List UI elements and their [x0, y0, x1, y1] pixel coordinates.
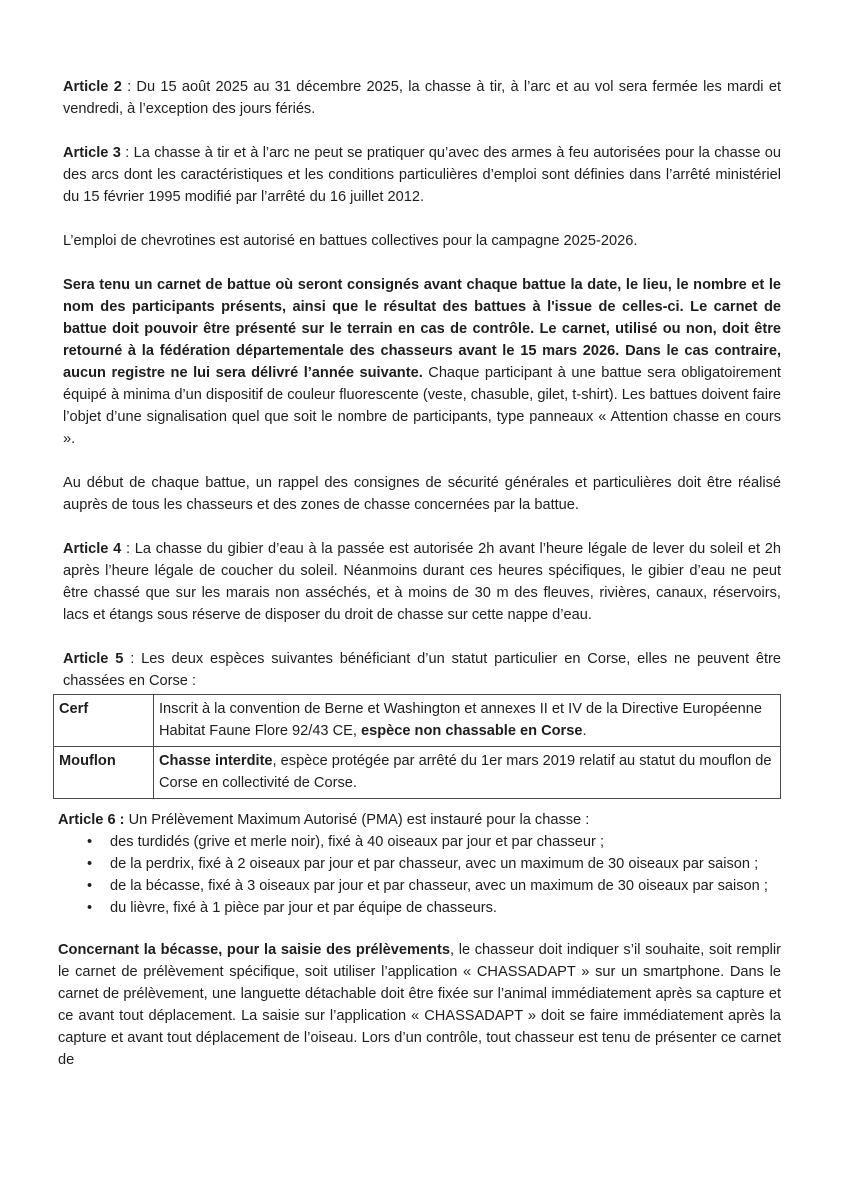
carnet-de-battue-paragraph	[63, 274, 781, 450]
article-3-label: Article 3	[63, 145, 121, 161]
list-item: • des turdidés (grive et merle noir), fixé à 40 oiseaux par jour et par chasseur ;	[63, 831, 781, 853]
list-item: • de la perdrix, fixé à 2 oiseaux par jour et par chasseur, avec un maximum de 30 oiseaux par saison ;	[63, 853, 781, 875]
article-3: Article 3 : La chasse à tir et à l’arc ne peut se pratiquer qu’avec des armes à feu autorisées pour la chasse ou des arcs dont les caractéristiques et les conditions particulières d’emploi sont définies dans l’arrêté ministériel du 15 février 1995 modifié par l’arrêté du 16 juillet 2012.	[63, 145, 782, 205]
becasse-normal-text: , le chasseur doit indiquer s’il souhaite, soit remplir le carnet de prélèvement spécifique, soit utiliser l’application « CHASSADAPT » sur un smartphone. Dans le carnet de prélèvement, une languette détachable doit être fixée sur l’animal immédiatement après sa capture et ce avant tout déplacement. La saisie sur l’application « CHASSADAPT » doit se faire immédiatement après la capture et avant tout déplacement de l’oiseau. Lors d’un contrôle, tout chasseur est tenu de présenter ce carnet de	[58, 942, 781, 1068]
list-item: • de la bécasse, fixé à 3 oiseaux par jour et par chasseur, avec un maximum de 30 oiseaux par saison ;	[63, 875, 781, 897]
article-4-text: La chasse du gibier d’eau à la passée est autorisée 2h avant l’heure légale de lever du soleil et 2h après l’heure légale de coucher du soleil. Néanmoins durant ces heures spécifiques, le gibier d’eau ne peut être chassé que sur les marais non asséchés, et à moins de 30 m des fleuves, rivières, canaux, réservoirs, lacs et étangs sous réserve de disposer du droit de chasse sur cette nappe d’eau.	[63, 541, 782, 623]
pma-list	[63, 831, 781, 919]
securite-paragraph: Au début de chaque battue, un rappel des consignes de sécurité générales et particulières doit être réalisé auprès de tous les chasseurs et des zones de chasse concernées par la battue.	[63, 475, 781, 513]
article-6-text: Un Prélèvement Maximum Autorisé (PMA) est instauré pour la chasse :	[128, 812, 590, 828]
bullet-icon: •	[87, 856, 93, 872]
bullet-icon: •	[87, 878, 93, 894]
carnet-bold-text: Sera tenu un carnet de battue où seront consignés avant chaque battue la date, le lieu, le nombre et le nom des participants présents, ainsi que le résultat des battues à l'issue de celles-ci. Le carnet de battue doit pouvoir être présenté sur le terrain en cas de contrôle. Le carnet, utilisé ou non, doit être retourné à la fédération départementale des chasseurs avant le 15 mars 2026. Dans le cas contraire, aucun registre ne lui sera délivré l’année suivante.	[63, 277, 781, 381]
article-4-label: Article 4	[63, 541, 122, 557]
article-5-label: Article 5	[63, 651, 124, 667]
document-page	[58, 76, 782, 1071]
article-2: Article 2 : Du 15 août 2025 au 31 décembre 2025, la chasse à tir, à l’arc et au vol sera fermée les mardi et vendredi, à l’exception des jours fériés.	[63, 79, 781, 117]
becasse-bold-text: Concernant la bécasse, pour la saisie des prélèvements	[58, 942, 451, 958]
bullet-icon: •	[87, 900, 93, 916]
carnet-normal-text: Chaque participant à une battue sera obligatoirement équipé à minima d’un dispositif de couleur fluorescente (veste, chasuble, gilet, t-shirt). Les battues doivent faire l’objet d’une signalisation quel que soit le nombre de participants, type panneaux « Attention chasse en cours ».	[63, 365, 781, 447]
article-5: Article 5 : Les deux espèces suivantes bénéficiant d’un statut particulier en Corse, elles ne peuvent être chassées en Corse :	[63, 651, 781, 689]
becasse-paragraph	[58, 939, 781, 1071]
species-status-mouflon: Chasse interdite, espèce protégée par arrêté du 1er mars 2019 relatif au statut du mouflon de Corse en collectivité de Corse.	[154, 747, 781, 799]
chevrotines-paragraph: L’emploi de chevrotines est autorisé en battues collectives pour la campagne 2025-2026.	[63, 233, 638, 249]
table-row	[54, 695, 781, 747]
article-2-label: Article 2	[63, 79, 122, 95]
article-6: Article 6 : Un Prélèvement Maximum Autorisé (PMA) est instauré pour la chasse :	[58, 812, 590, 828]
article-3-text: La chasse à tir et à l’arc ne peut se pratiquer qu’avec des armes à feu autorisées pour la chasse ou des arcs dont les caractéristiques et les conditions particulières d’emploi sont définies dans l’arrêté ministériel du 15 février 1995 modifié par l’arrêté du 16 juillet 2012.	[63, 145, 782, 205]
article-5-text: Les deux espèces suivantes bénéficiant d’un statut particulier en Corse, elles ne peuvent être chassées en Corse :	[63, 651, 781, 689]
list-item: • du lièvre, fixé à 1 pièce par jour et par équipe de chasseurs.	[63, 897, 781, 919]
bullet-icon: •	[87, 834, 93, 850]
article-6-label: Article 6	[58, 812, 116, 828]
table-row	[54, 747, 781, 799]
species-name-cerf: Cerf	[54, 695, 154, 747]
article-4: Article 4 : La chasse du gibier d’eau à la passée est autorisée 2h avant l’heure légale de lever du soleil et 2h après l’heure légale de coucher du soleil. Néanmoins durant ces heures spécifiques, le gibier d’eau ne peut être chassé que sur les marais non asséchés, et à moins de 30 m des fleuves, rivières, canaux, réservoirs, lacs et étangs sous réserve de disposer du droit de chasse sur cette nappe d’eau.	[63, 541, 782, 623]
species-table	[53, 694, 781, 799]
species-name-mouflon: Mouflon	[54, 747, 154, 799]
species-status-cerf: Inscrit à la convention de Berne et Washington et annexes II et IV de la Directive Européenne Habitat Faune Flore 92/43 CE, espèce non chassable en Corse.	[154, 695, 781, 747]
article-2-text: Du 15 août 2025 au 31 décembre 2025, la chasse à tir, à l’arc et au vol sera fermée les mardi et vendredi, à l’exception des jours fériés.	[63, 79, 781, 117]
